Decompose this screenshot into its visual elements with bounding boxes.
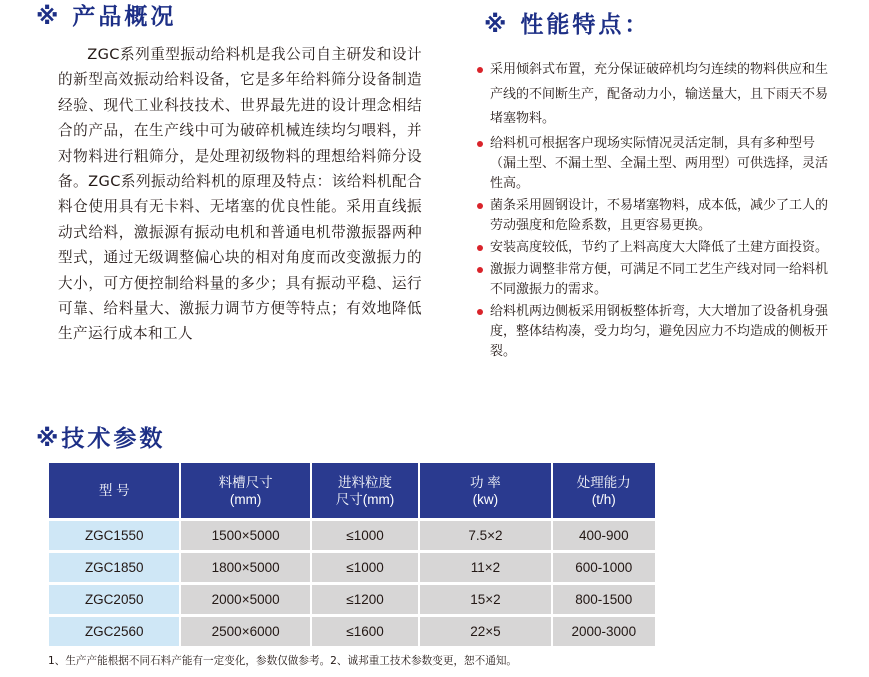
cell-model: ZGC1850	[49, 553, 179, 585]
cell-power: 22×5	[420, 617, 550, 649]
features-list	[476, 58, 838, 364]
cell-size: 2000×5000	[181, 585, 309, 617]
feature-item: 安装高度较低，节约了上料高度大大降低了土建方面投资。	[476, 238, 838, 258]
header-size: 料槽尺寸 (mm)	[181, 463, 309, 521]
overview-text: ZGC系列重型振动给料机是我公司自主研发和设计的新型高效振动给料设备，它是多年给料筛分设备制造经验、现代工业科技技术、世界最先进的设计理念相结合的产品，在生产线中可为破碎机械连续均匀喂料，并对物料进行粗筛分，是处理初级物料的理想给料筛分设备。ZGC系列振动给料机的原理及特点：该给料机配合料仓使用具有无卡料、无堵塞的优良性能。采用直线振动式给料，激振源有振动电机和普通电机带激振器两种型式，通过无级调整偏心块的相对角度而改变激振力的大小，可方便控制给料量的多少；具有振动平稳、运行可靠、给料量大、激振力调节方便等特点；有效地降低生产运行成本和工人	[58, 46, 422, 343]
feature-item: 菌条采用圆钢设计，不易堵塞物料，成本低，减少了工人的劳动强度和危险系数，且更容易更换。	[476, 196, 838, 236]
cell-capacity: 400-900	[553, 521, 655, 553]
cell-model: ZGC2050	[49, 585, 179, 617]
header-power: 功 率 (kw)	[420, 463, 550, 521]
header-capacity: 处理能力 (t/h)	[553, 463, 655, 521]
cell-capacity: 800-1500	[553, 585, 655, 617]
footnote: 1、生产产能根据不同石料产能有一定变化，参数仅做参考。2、诚邦重工技术参数变更，恕不通知。	[48, 655, 518, 667]
table-row	[49, 521, 655, 553]
cell-feed: ≤1000	[312, 521, 418, 553]
cell-power: 15×2	[420, 585, 550, 617]
cell-model: ZGC2560	[49, 617, 179, 649]
table-row	[49, 617, 655, 649]
table-row	[49, 553, 655, 585]
cell-feed: ≤1000	[312, 553, 418, 585]
feature-item: 激振力调整非常方便，可满足不同工艺生产线对同一给料机不同激振力的需求。	[476, 260, 838, 300]
feature-item: 给料机两边侧板采用钢板整体折弯，大大增加了设备机身强度，整体结构凑，受力均匀，避免因应力不均造成的侧板开裂。	[476, 302, 838, 362]
cell-size: 2500×6000	[181, 617, 309, 649]
header-model: 型 号	[49, 463, 179, 521]
cell-size: 1800×5000	[181, 553, 309, 585]
specs-table	[47, 463, 657, 649]
cell-capacity: 600-1000	[553, 553, 655, 585]
cell-capacity: 2000-3000	[553, 617, 655, 649]
cell-feed: ≤1600	[312, 617, 418, 649]
features-title: ※ 性能特点：	[484, 12, 651, 38]
cell-feed: ≤1200	[312, 585, 418, 617]
header-feed: 进料粒度 尺寸(mm)	[312, 463, 418, 521]
cell-power: 11×2	[420, 553, 550, 585]
specs-title: ※技术参数	[36, 426, 166, 452]
feature-item: 采用倾斜式布置，充分保证破碎机均匀连续的物料供应和生产线的不间断生产，配备动力小，输送量大，且下雨天不易堵塞物料。	[476, 58, 838, 132]
feature-item: 给料机可根据客户现场实际情况灵活定制，具有多种型号（漏土型、不漏土型、全漏土型、两用型）可供选择，灵活性高。	[476, 134, 838, 194]
cell-model: ZGC1550	[49, 521, 179, 553]
table-header-row	[49, 463, 655, 521]
table-row	[49, 585, 655, 617]
cell-size: 1500×5000	[181, 521, 309, 553]
cell-power: 7.5×2	[420, 521, 550, 553]
overview-title: ※ 产品概况	[36, 4, 177, 30]
